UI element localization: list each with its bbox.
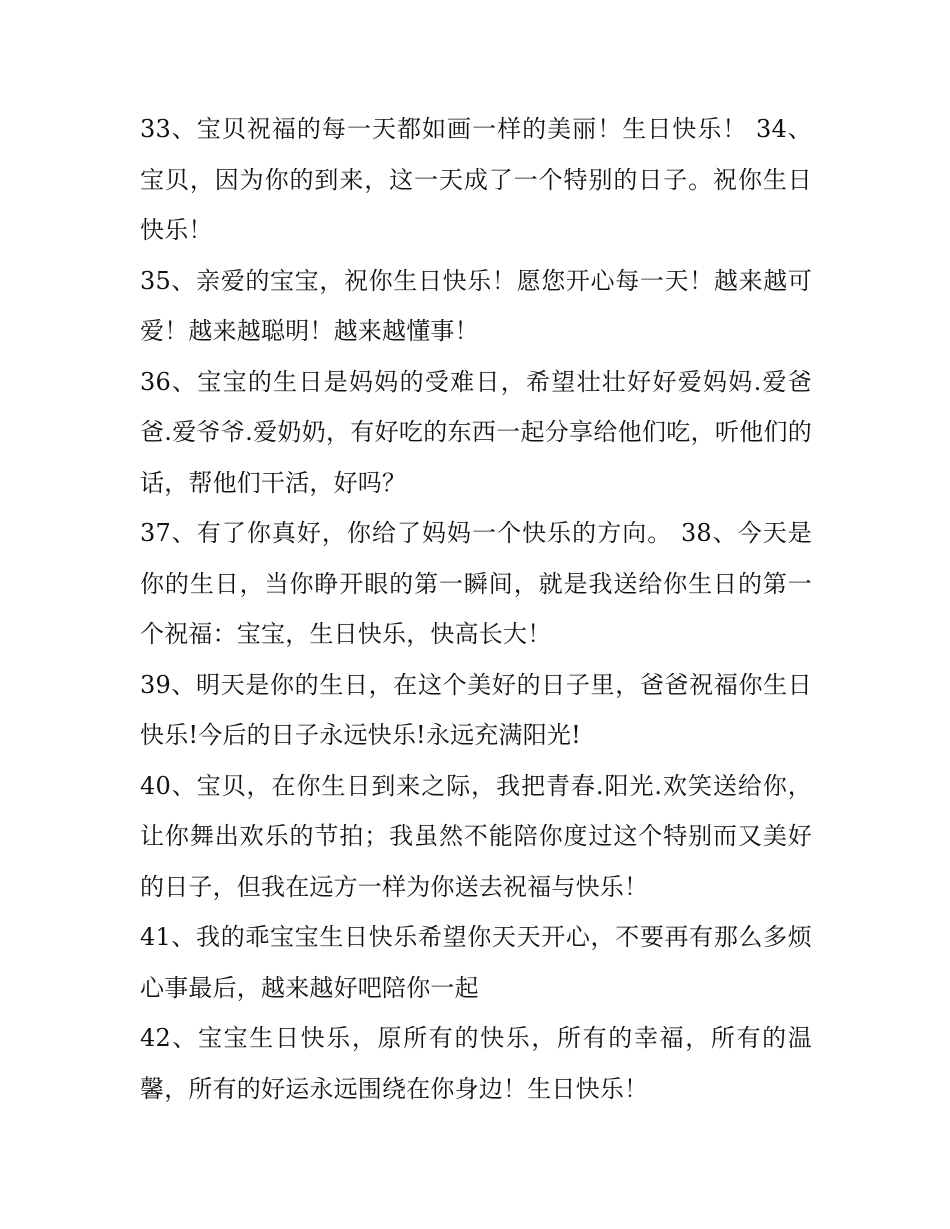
paragraph-35: 35、亲爱的宝宝，祝你生日快乐！愿您开心每一天！越来越可爱！越来越聪明！越来越懂事！	[140, 266, 812, 345]
paragraph-39: 39、明天是你的生日，在这个美好的日子里，爸爸祝福你生日快乐!今后的日子永远快乐!永远充满阳光!	[140, 670, 812, 749]
paragraph-41: 41、我的乖宝宝生日快乐希望你天天开心，不要再有那么多烦心事最后，越来越好吧陪你一起	[140, 923, 812, 1002]
paragraph-33-34: 33、宝贝祝福的每一天都如画一样的美丽！生日快乐！ 34、宝贝，因为你的到来，这一天成了一个特别的日子。祝你生日快乐！	[140, 115, 812, 244]
paragraph-36: 36、宝宝的生日是妈妈的受难日，希望壮壮好好爱妈妈.爱爸爸.爱爷爷.爱奶奶，有好吃的东西一起分享给他们吃，听他们的话，帮他们干活，好吗？	[140, 367, 812, 497]
paragraph-40: 40、宝贝，在你生日到来之际，我把青春.阳光.欢笑送给你，让你舞出欢乐的节拍；我虽然不能陪你度过这个特别而又美好的日子，但我在远方一样为你送去祝福与快乐！	[140, 771, 812, 901]
document-body	[140, 104, 812, 1114]
paragraph-37-38: 37、有了你真好，你给了妈妈一个快乐的方向。 38、今天是你的生日，当你睁开眼的第一瞬间，就是我送给你生日的第一个祝福：宝宝，生日快乐，快高长大！	[140, 519, 812, 648]
paragraph-42: 42、宝宝生日快乐，原所有的快乐，所有的幸福，所有的温馨，所有的好运永远围绕在你身边！生日快乐！	[140, 1024, 812, 1103]
